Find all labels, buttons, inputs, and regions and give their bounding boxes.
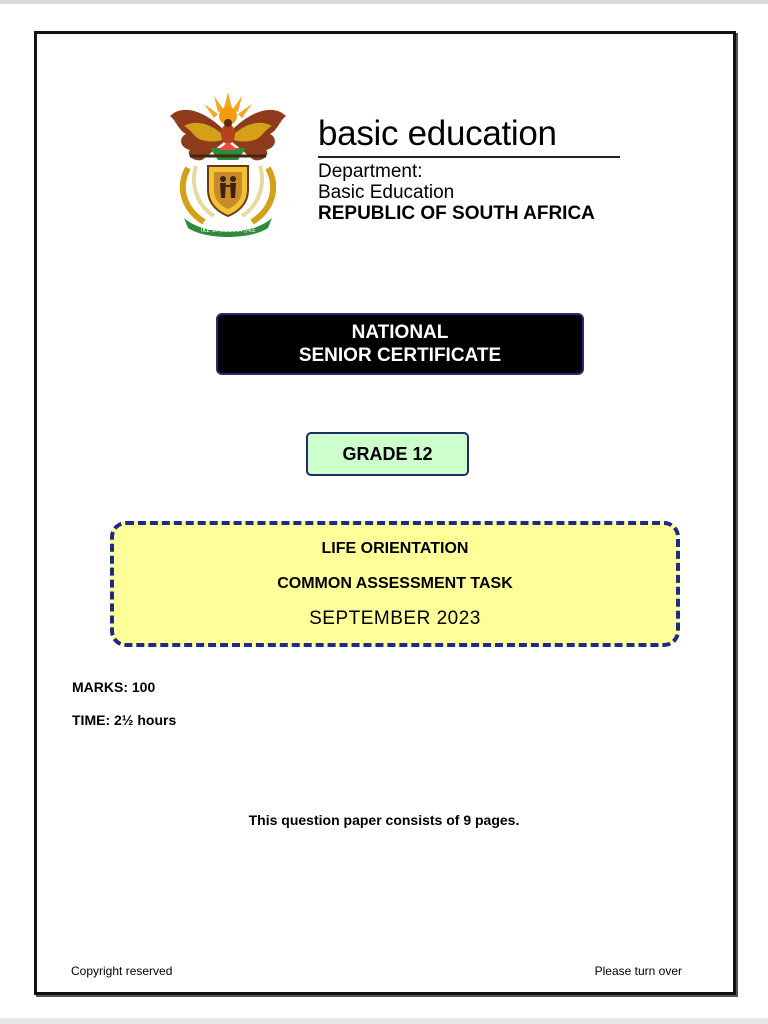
task-name: COMMON ASSESSMENT TASK — [277, 575, 513, 592]
grade-label: GRADE 12 — [342, 443, 433, 464]
viewer-top-strip — [0, 0, 768, 4]
grade-badge — [306, 432, 469, 476]
brand-title: basic education — [318, 114, 620, 158]
department-branding — [318, 114, 628, 224]
certificate-line-1: NATIONAL — [351, 322, 449, 343]
crest-motto: !KE E: /XARRA //KE — [200, 227, 256, 234]
certificate-line-2: SENIOR CERTIFICATE — [298, 345, 502, 366]
copyright-footer: Copyright reserved — [71, 964, 173, 978]
subject-name: LIFE ORIENTATION — [321, 540, 469, 557]
page-count-note: This question paper consists of 9 pages. — [248, 812, 520, 828]
marks-info: MARKS: 100 — [72, 679, 156, 695]
subject-panel — [110, 521, 680, 647]
exam-session: SEPTEMBER 2023 — [309, 608, 481, 629]
south-africa-coat-of-arms-icon — [164, 90, 292, 238]
country-name: REPUBLIC OF SOUTH AFRICA — [318, 203, 595, 224]
department-name: Basic Education — [318, 182, 455, 203]
viewer-bottom-strip — [0, 1018, 768, 1024]
turn-over-footer: Please turn over — [594, 964, 682, 978]
certificate-banner — [216, 313, 584, 375]
time-info: TIME: 2½ hours — [72, 712, 177, 728]
department-label: Department: — [318, 161, 423, 182]
